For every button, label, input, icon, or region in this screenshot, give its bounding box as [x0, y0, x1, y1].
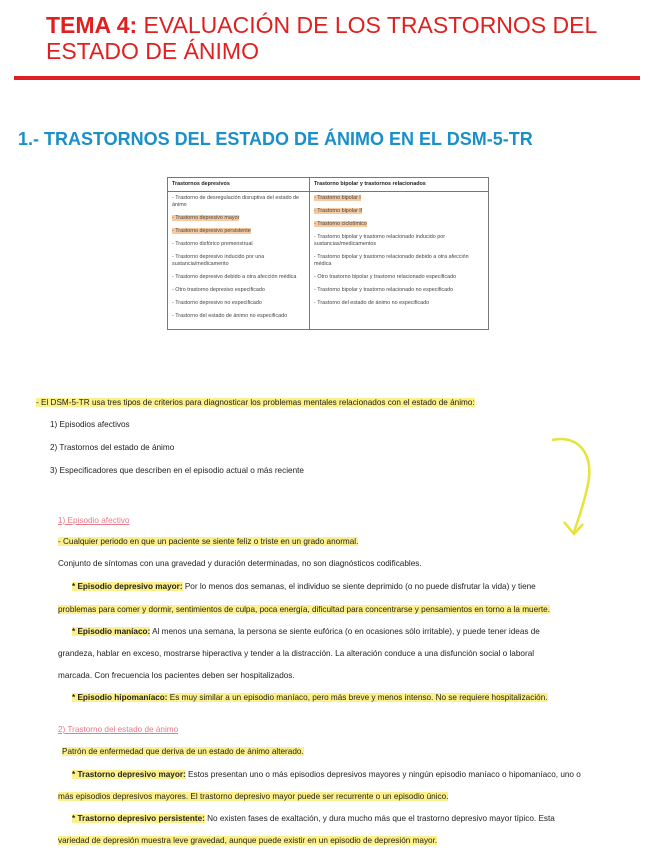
table-column-bipolar	[310, 192, 489, 330]
table-column-depressive	[168, 192, 310, 330]
paragraph: más episodios depresivos mayores. El trastorno depresivo mayor puede ser recurrente o un episodio único.	[58, 792, 449, 801]
table-item: - Trastorno bipolar y trastorno relacionado debido a otra afección médica	[314, 254, 469, 267]
table-item: - Trastorno bipolar I	[314, 195, 361, 201]
paragraph: grandeza, hablar en exceso, mostrarse hiperactiva y tender a la distracción. La alteración conduce a una disfunción social o laboral	[58, 649, 535, 658]
paragraph: * Episodio hipomaníaco: Es muy similar a un episodio maníaco, pero más breve y menos intenso. No se requiere hospitalización.	[72, 693, 548, 702]
intro-paragraph: - El DSM-5-TR usa tres tipos de criterios para diagnosticar los problemas mentales relacionados con el estado de ánimo:	[36, 398, 475, 407]
document-title	[46, 12, 636, 64]
paragraph: Patrón de enfermedad que deriva de un estado de ánimo alterado.	[62, 747, 304, 756]
paragraph: * Episodio depresivo mayor: Por lo menos dos semanas, el individuo se siente deprimido (o no puede disfrutar la vida) y tiene	[72, 582, 536, 591]
table-header-bipolar: Trastorno bipolar y trastornos relacionados	[310, 178, 489, 192]
table-item: - Trastorno depresivo debido a otra afección médica	[172, 274, 297, 280]
table-header-depressive: Trastornos depresivos	[168, 178, 310, 192]
table-item: - Trastorno depresivo mayor	[172, 215, 240, 221]
criteria-list-item: 3) Especificadores que describen en el episodio actual o más reciente	[50, 466, 304, 475]
table-item: - Trastorno depresivo no especificado	[172, 300, 262, 306]
table-item: - Trastorno depresivo inducido por una sustancia/medicamento	[172, 254, 265, 267]
table-item: - Trastorno del estado de ánimo no especificado	[314, 300, 430, 306]
table-item: - Trastorno bipolar II	[314, 208, 363, 214]
dsm-classification-table	[167, 177, 489, 330]
section-heading: 1.- TRASTORNOS DEL ESTADO DE ÁNIMO EN EL DSM-5-TR	[18, 129, 533, 149]
handwritten-arrow	[550, 434, 598, 542]
title-divider	[14, 76, 640, 80]
table-item: - Trastorno de desregulación disruptiva del estado de ánimo	[172, 195, 300, 208]
title-topic-name: EVALUACIÓN DE LOS TRASTORNOS DEL ESTADO DE ÁNIMO	[46, 12, 597, 64]
title-topic-number: TEMA 4:	[46, 12, 138, 38]
paragraph: * Trastorno depresivo mayor: Estos presentan uno o más episodios depresivos mayores y ningún episodio maníaco o hipomaníaco, uno o	[72, 770, 581, 779]
table-item: - Trastorno depresivo persistente	[172, 228, 251, 234]
paragraph: variedad de depresión muestra leve gravedad, aunque puede existir en un episodio de depresión mayor.	[58, 836, 438, 845]
criteria-list-item: 1) Episodios afectivos	[50, 420, 130, 429]
table-item: - Otro trastorno bipolar y trastorno relacionado especificado	[314, 274, 457, 280]
paragraph: problemas para comer y dormir, sentimientos de culpa, poca energía, dificultad para concentrarse y pensamientos en torno a la muerte.	[58, 605, 550, 614]
table-item: - Trastorno bipolar y trastorno relacionado inducido por sustancias/medicamentos	[314, 234, 445, 247]
table-item: - Otro trastorno depresivo especificado	[172, 287, 265, 293]
subsection-title-affective-episode: 1) Episodio afectivo	[58, 516, 130, 525]
table-item: - Trastorno ciclotímico	[314, 221, 367, 227]
criteria-list-item: 2) Trastornos del estado de ánimo	[50, 443, 175, 452]
table-item: - Trastorno disfórico premenstrual	[172, 241, 253, 247]
table-item: - Trastorno del estado de ánimo no especificado	[172, 313, 288, 319]
paragraph: marcada. Con frecuencia los pacientes deben ser hospitalizados.	[58, 671, 295, 680]
paragraph: - Cualquier periodo en que un paciente se siente feliz o triste en un grado anormal.	[58, 537, 359, 546]
paragraph: * Trastorno depresivo persistente: No existen fases de exaltación, y dura mucho más que el trastorno depresivo mayor típico. Esta	[72, 814, 555, 823]
paragraph: Conjunto de síntomas con una gravedad y duración determinadas, no son diagnósticos codificables.	[58, 559, 422, 568]
subsection-title-mood-disorder: 2) Trastorno del estado de ánimo	[58, 725, 179, 734]
table-item: - Trastorno bipolar y trastorno relacionado no especificado	[314, 287, 454, 293]
paragraph: * Episodio maníaco: Al menos una semana, la persona se siente eufórica (o en ocasiones sólo irritable), y puede tener ideas de	[72, 627, 540, 636]
